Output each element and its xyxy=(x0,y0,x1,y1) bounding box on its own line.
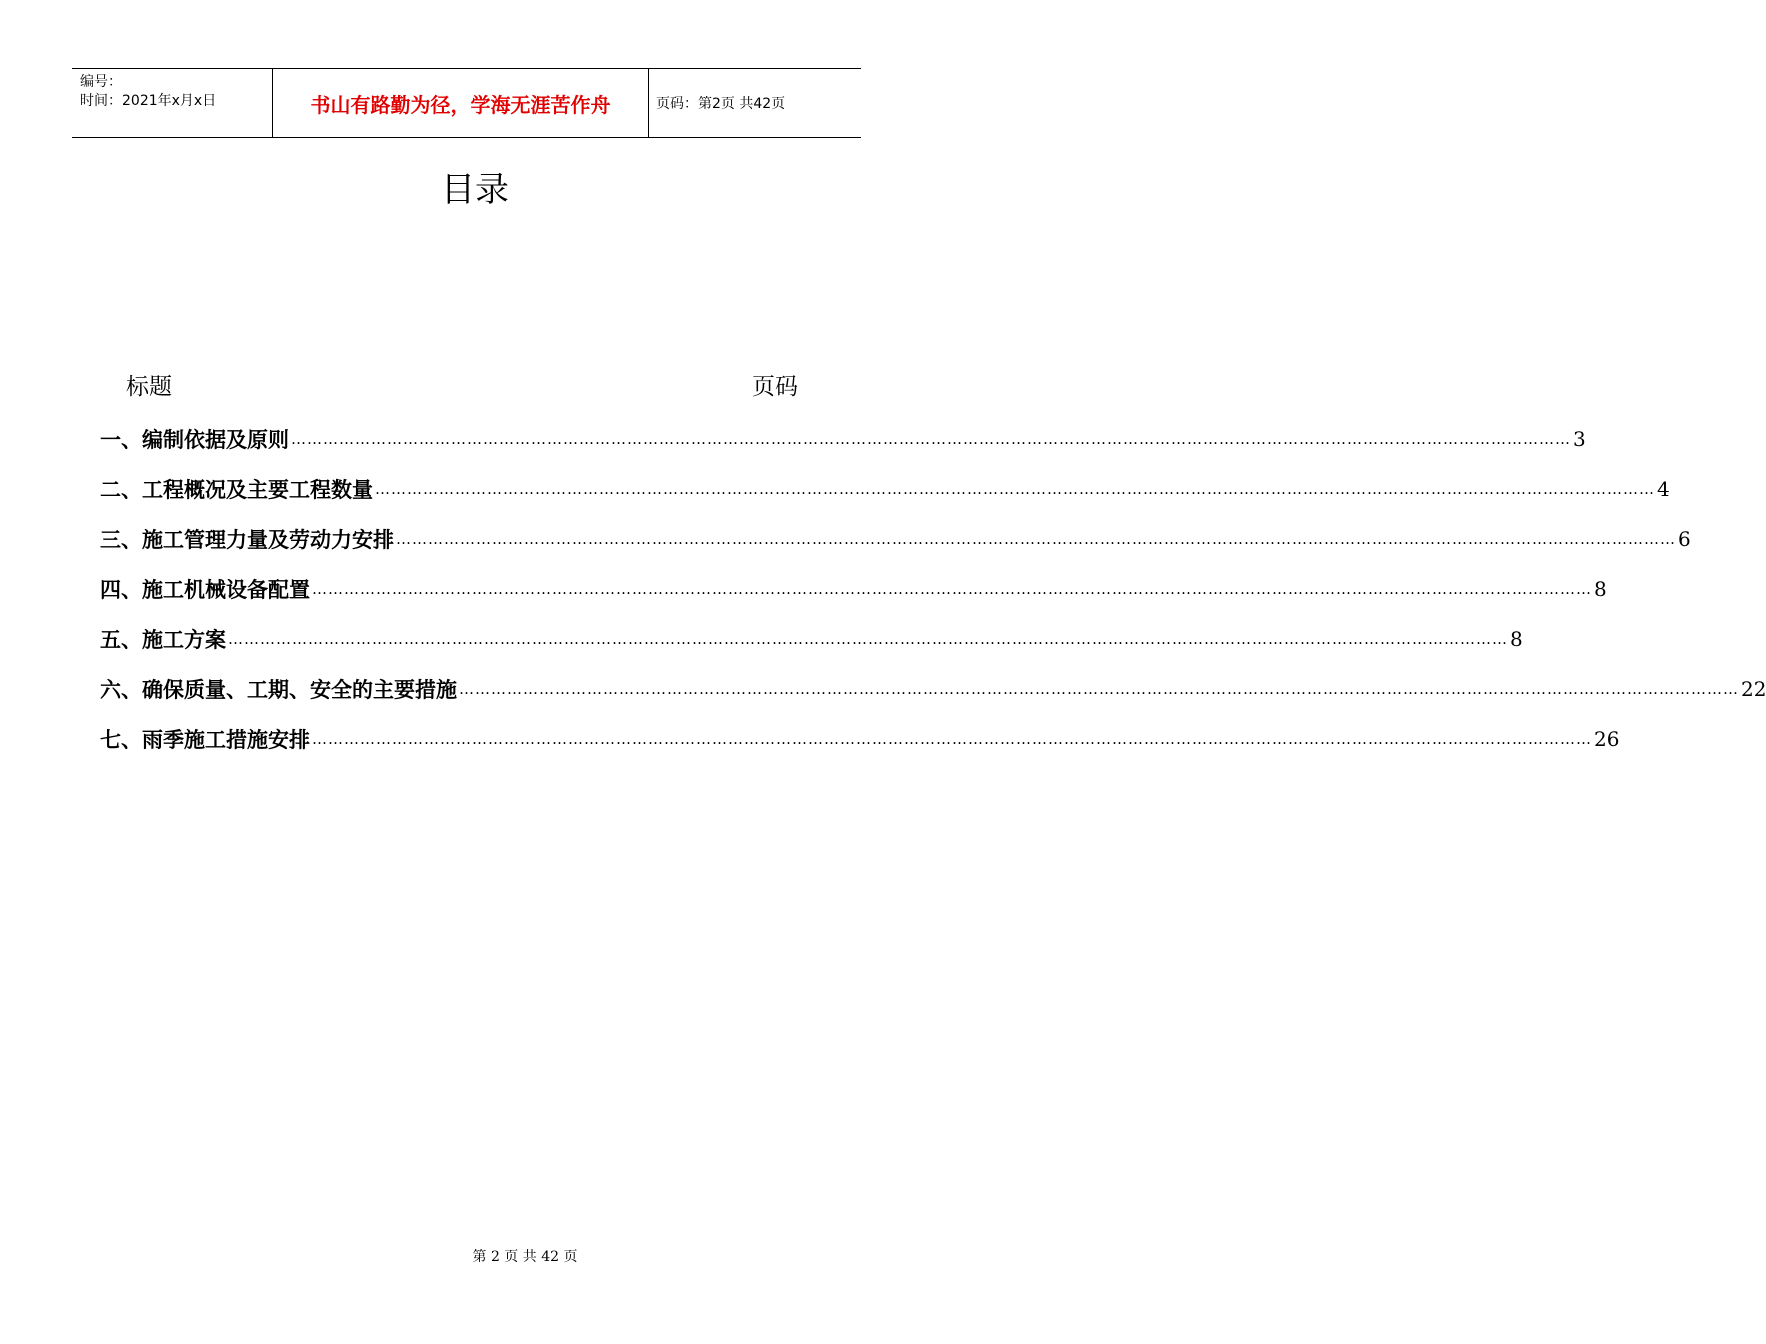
header-page-cell xyxy=(648,69,861,137)
toc-entry-page: 4 xyxy=(1657,477,1670,501)
toc-entry-number: 六、 xyxy=(100,678,142,702)
toc-entry-title: 确保质量、工期、安全的主要措施 xyxy=(142,678,457,702)
date-label: 时间：2021年x月x日 xyxy=(80,93,217,109)
toc-entry-page: 6 xyxy=(1678,527,1691,551)
toc-entry-page: 22 xyxy=(1741,677,1766,701)
header-info-cell xyxy=(72,69,272,137)
toc-dot-leader: …………………………………………………………………………………………………………………………………………………………………………………………………………………… xyxy=(375,480,1655,498)
toc-entry-page: 3 xyxy=(1573,427,1586,451)
toc-entry[interactable] xyxy=(100,414,1586,464)
toc-dot-leader: …………………………………………………………………………………………………………………………………………………………………………………………………………………… xyxy=(396,530,1676,548)
toc-entry-title: 工程概况及主要工程数量 xyxy=(142,478,373,502)
toc-entry-title: 施工方案 xyxy=(142,628,226,652)
toc-dot-leader: …………………………………………………………………………………………………………………………………………………………………………………………………………………… xyxy=(459,680,1739,698)
toc-entry-title: 编制依据及原则 xyxy=(142,428,289,452)
toc-entry-number: 一、 xyxy=(100,428,142,452)
page-header xyxy=(72,68,861,138)
header-motto-cell xyxy=(272,69,649,137)
toc-entry-title: 雨季施工措施安排 xyxy=(142,728,310,752)
toc-dot-leader: …………………………………………………………………………………………………………………………………………………………………………………………………………………… xyxy=(312,580,1592,598)
toc-entry[interactable] xyxy=(100,564,1607,614)
toc-entry-page: 26 xyxy=(1594,727,1620,751)
toc-entry-title: 施工机械设备配置 xyxy=(142,578,310,602)
toc-entry-number: 五、 xyxy=(100,628,142,652)
toc-entry-number: 四、 xyxy=(100,578,142,602)
page-footer: 第 2 页 共 42 页 xyxy=(472,1249,578,1265)
table-of-contents xyxy=(100,414,1766,764)
toc-entry[interactable] xyxy=(100,714,1620,764)
column-title-label: 标题 xyxy=(126,374,172,400)
header-page-info: 页码：第2页 共42页 xyxy=(656,96,786,112)
toc-entry[interactable] xyxy=(100,464,1670,514)
toc-entry-title: 施工管理力量及劳动力安排 xyxy=(142,528,394,552)
toc-entry-number: 三、 xyxy=(100,528,142,552)
page-title: 目录 xyxy=(441,170,509,210)
toc-dot-leader: …………………………………………………………………………………………………………………………………………………………………………………………………………………… xyxy=(291,430,1571,448)
toc-entry[interactable] xyxy=(100,664,1766,714)
toc-entry-page: 8 xyxy=(1594,577,1607,601)
toc-entry-page: 8 xyxy=(1510,627,1523,651)
toc-dot-leader: …………………………………………………………………………………………………………………………………………………………………………………………………………………… xyxy=(228,630,1508,648)
motto-text: 书山有路勤为径，学海无涯苦作舟 xyxy=(310,92,611,117)
toc-entry-number: 七、 xyxy=(100,728,142,752)
toc-dot-leader: …………………………………………………………………………………………………………………………………………………………………………………………………………………… xyxy=(312,730,1592,748)
column-page-label: 页码 xyxy=(752,374,798,400)
toc-entry[interactable] xyxy=(100,614,1523,664)
toc-entry[interactable] xyxy=(100,514,1691,564)
serial-label: 编号： xyxy=(80,74,122,90)
toc-entry-number: 二、 xyxy=(100,478,142,502)
